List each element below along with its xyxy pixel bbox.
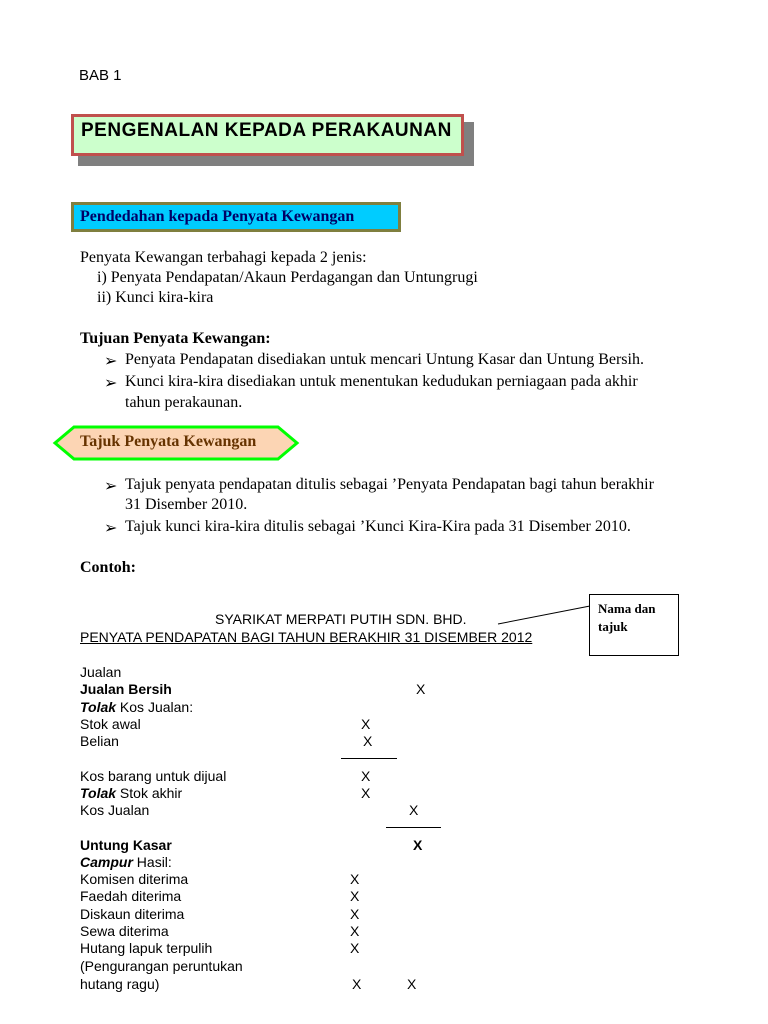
section-heading: Pendedahan kepada Penyata Kewangan <box>80 208 355 225</box>
list-item: i) Penyata Pendapatan/Akaun Perdagangan dan Untungrugi <box>97 269 478 286</box>
arrow-bullet-icon: ➢ <box>104 353 118 370</box>
bullet-text: Tajuk penyata pendapatan ditulis sebagai ’Penyata Pendapatan bagi tahun berakhir <box>125 476 654 493</box>
intro-text: Penyata Kewangan terbahagi kepada 2 jenis: <box>80 249 367 266</box>
row-label: Tolak Stok akhir <box>80 785 183 801</box>
list-item: ii) Kunci kira-kira <box>97 289 214 306</box>
tujuan-heading: Tujuan Penyata Kewangan: <box>80 330 271 347</box>
bullet-text: 31 Disember 2010. <box>125 496 248 513</box>
row-label: Untung Kasar <box>80 837 172 853</box>
row-label: Jualan <box>80 664 122 680</box>
row-label: Stok awal <box>80 716 141 732</box>
bullet-text: Kunci kira-kira disediakan untuk menentukan kedudukan perniagaan pada akhir <box>125 373 638 390</box>
company-name: SYARIKAT MERPATI PUTIH SDN. BHD. <box>215 611 467 627</box>
value-mark: X <box>361 785 371 801</box>
row-label: hutang ragu) <box>80 976 160 992</box>
row-label: (Pengurangan peruntukan <box>80 958 243 974</box>
row-label: Faedah diterima <box>80 888 182 904</box>
value-mark: X <box>350 871 360 887</box>
tajuk-heading: Tajuk Penyata Kewangan <box>80 433 257 450</box>
contoh-heading: Contoh: <box>80 559 137 576</box>
row-label: Tolak Kos Jualan: <box>80 699 194 715</box>
row-label: Kos Jualan <box>80 802 150 818</box>
subtotal-line <box>386 827 441 828</box>
chapter-label: BAB 1 <box>79 67 122 84</box>
bullet-text: tahun perakaunan. <box>125 394 243 411</box>
row-label: Komisen diterima <box>80 871 189 887</box>
value-mark: X <box>350 940 360 956</box>
row-label: Belian <box>80 733 119 749</box>
arrow-bullet-icon: ➢ <box>104 478 118 495</box>
row-label: Hutang lapuk terpulih <box>80 940 213 956</box>
arrow-bullet-icon: ➢ <box>104 520 118 537</box>
value-mark: X <box>409 802 419 818</box>
value-mark: X <box>413 837 423 853</box>
row-label: Sewa diterima <box>80 923 169 939</box>
value-mark: X <box>407 976 417 992</box>
value-mark: X <box>363 733 373 749</box>
statement-title: PENYATA PENDAPATAN BAGI TAHUN BERAKHIR 31 DISEMBER 2012 <box>80 629 533 645</box>
value-mark: X <box>361 716 371 732</box>
row-label: Kos barang untuk dijual <box>80 768 227 784</box>
value-mark: X <box>350 888 360 904</box>
main-title: PENGENALAN KEPADA PERAKAUNAN <box>81 120 452 141</box>
row-label: Campur Hasil: <box>80 854 172 870</box>
callout-text: Nama dan tajuk <box>598 601 656 634</box>
bullet-text: Penyata Pendapatan disediakan untuk mencari Untung Kasar dan Untung Bersih. <box>125 351 644 368</box>
value-mark: X <box>416 681 426 697</box>
row-label: Diskaun diterima <box>80 906 185 922</box>
row-label: Jualan Bersih <box>80 681 172 697</box>
callout-pointer <box>496 604 592 626</box>
value-mark: X <box>350 906 360 922</box>
value-mark: X <box>350 923 360 939</box>
bullet-text: Tajuk kunci kira-kira ditulis sebagai ’Kunci Kira-Kira pada 31 Disember 2010. <box>125 518 631 535</box>
arrow-bullet-icon: ➢ <box>104 375 118 392</box>
value-mark: X <box>352 976 362 992</box>
value-mark: X <box>361 768 371 784</box>
subtotal-line <box>341 758 397 759</box>
